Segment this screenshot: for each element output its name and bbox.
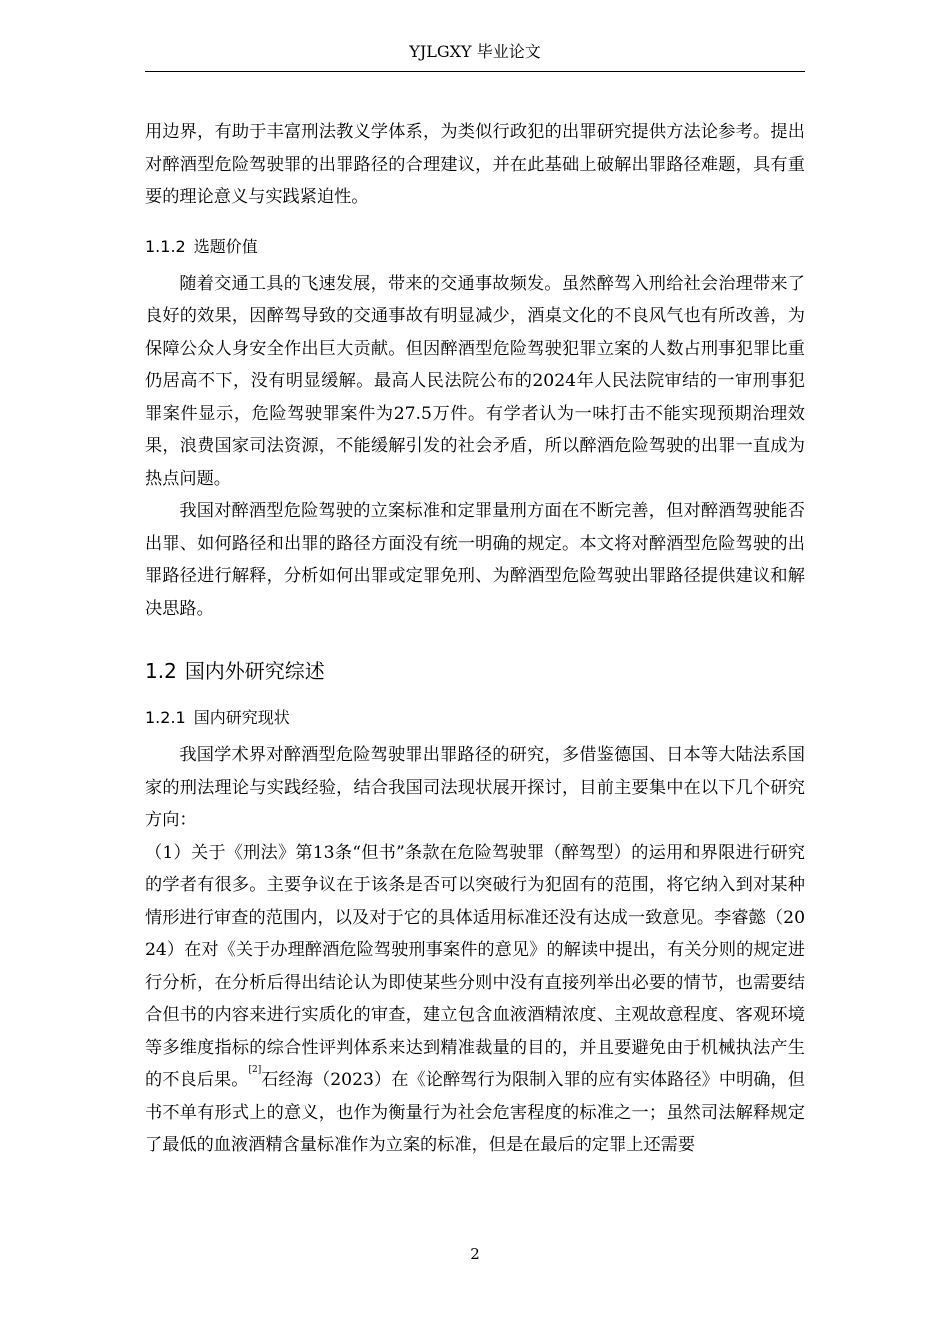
citation-marker[interactable]: [2]	[248, 1065, 262, 1075]
section-heading-1-2	[145, 657, 805, 685]
section-number: 1.1.2	[145, 236, 186, 256]
page-number: 2	[470, 1245, 480, 1263]
section-title: 国内外研究综述	[184, 659, 325, 683]
paragraph-value-1: 随着交通工具的飞速发展，带来的交通事故频发。虽然醉驾入刑给社会治理带来了良好的效果，因醉驾导致的交通事故有明显减少，酒桌文化的不良风气也有所改善，为保障公众人身安全作出巨大贡献。但因醉酒型危险驾驶犯罪立案的人数占刑事犯罪比重仍居高不下，没有明显缓解。最高人民法院公布的2024年人民法院审结的一审刑事犯罪案件显示，危险驾驶罪案件为27.5万件。有学者认为一味打击不能实现预期治理效果，浪费国家司法资源，不能缓解引发的社会矛盾，所以醉酒危险驾驶的出罪一直成为热点问题。	[145, 273, 805, 489]
section-heading-1-2-1	[145, 707, 805, 729]
section-number: 1.2	[145, 659, 177, 683]
section-number: 1.2.1	[145, 708, 186, 727]
paragraph-domestic-2-part-b: 石经海（2023）在《论醉驾行为限制入罪的应有实体路径》中明确，但书不单有形式上的意义，也作为衡量行为社会危害程度的标准之一；虽然司法解释规定了最低的血液酒精含量标准作为立案的标准，但是在最后的定罪上还需要	[145, 1070, 805, 1155]
paragraph-intro: 用边界，有助于丰富刑法教义学体系，为类似行政犯的出罪研究提供方法论参考。提出对醉酒型危险驾驶罪的出罪路径的合理建议，并在此基础上破解出罪路径难题，具有重要的理论意义与实践紧迫性。	[145, 122, 805, 207]
section-title: 国内研究现状	[193, 708, 290, 727]
paragraph-domestic-2-part-a: （1）关于《刑法》第13条“但书”条款在危险驾驶罪（醉驾型）的运用和界限进行研究的学者有很多。主要争议在于该条是否可以突破行为犯固有的范围，将它纳入到对某种情形进行审查的范围内，以及对于它的具体适用标准还没有达成一致意见。李睿懿（2024）在对《关于办理醉酒危险驾驶刑事案件的意见》的解读中提出，有关分则的规定进行分析，在分析后得出结论认为即使某些分则中没有直接列举出必要的情节，也需要结合但书的内容来进行实质化的审查，建立包含血液酒精浓度、主观故意程度、客观环境等多维度指标的综合性评判体系来达到精准裁量的目的，并且要避免由于机械执法产生的不良后果。	[145, 842, 805, 1090]
paragraph-value-2: 我国对醉酒型危险驾驶的立案标准和定罪量刑方面在不断完善，但对醉酒驾驶能否出罪、如何路径和出罪的路径方面没有统一明确的规定。本文将对醉酒型危险驾驶的出罪路径进行解释，分析如何出罪或定罪免刑、为醉酒型危险驾驶出罪路径提供建议和解决思路。	[145, 501, 805, 619]
paragraph-domestic-1: 我国学术界对醉酒型危险驾驶罪出罪路径的研究，多借鉴德国、日本等大陆法系国家的刑法理论与实践经验，结合我国司法现状展开探讨，目前主要集中在以下几个研究方向：	[145, 745, 805, 830]
section-title: 选题价值	[193, 236, 258, 256]
page-body	[145, 116, 805, 1162]
section-heading-1-1-2	[145, 236, 805, 258]
paragraph-domestic-2	[145, 837, 805, 1162]
header-divider	[145, 71, 805, 72]
page-header: YJLGXY 毕业论文	[409, 42, 541, 61]
